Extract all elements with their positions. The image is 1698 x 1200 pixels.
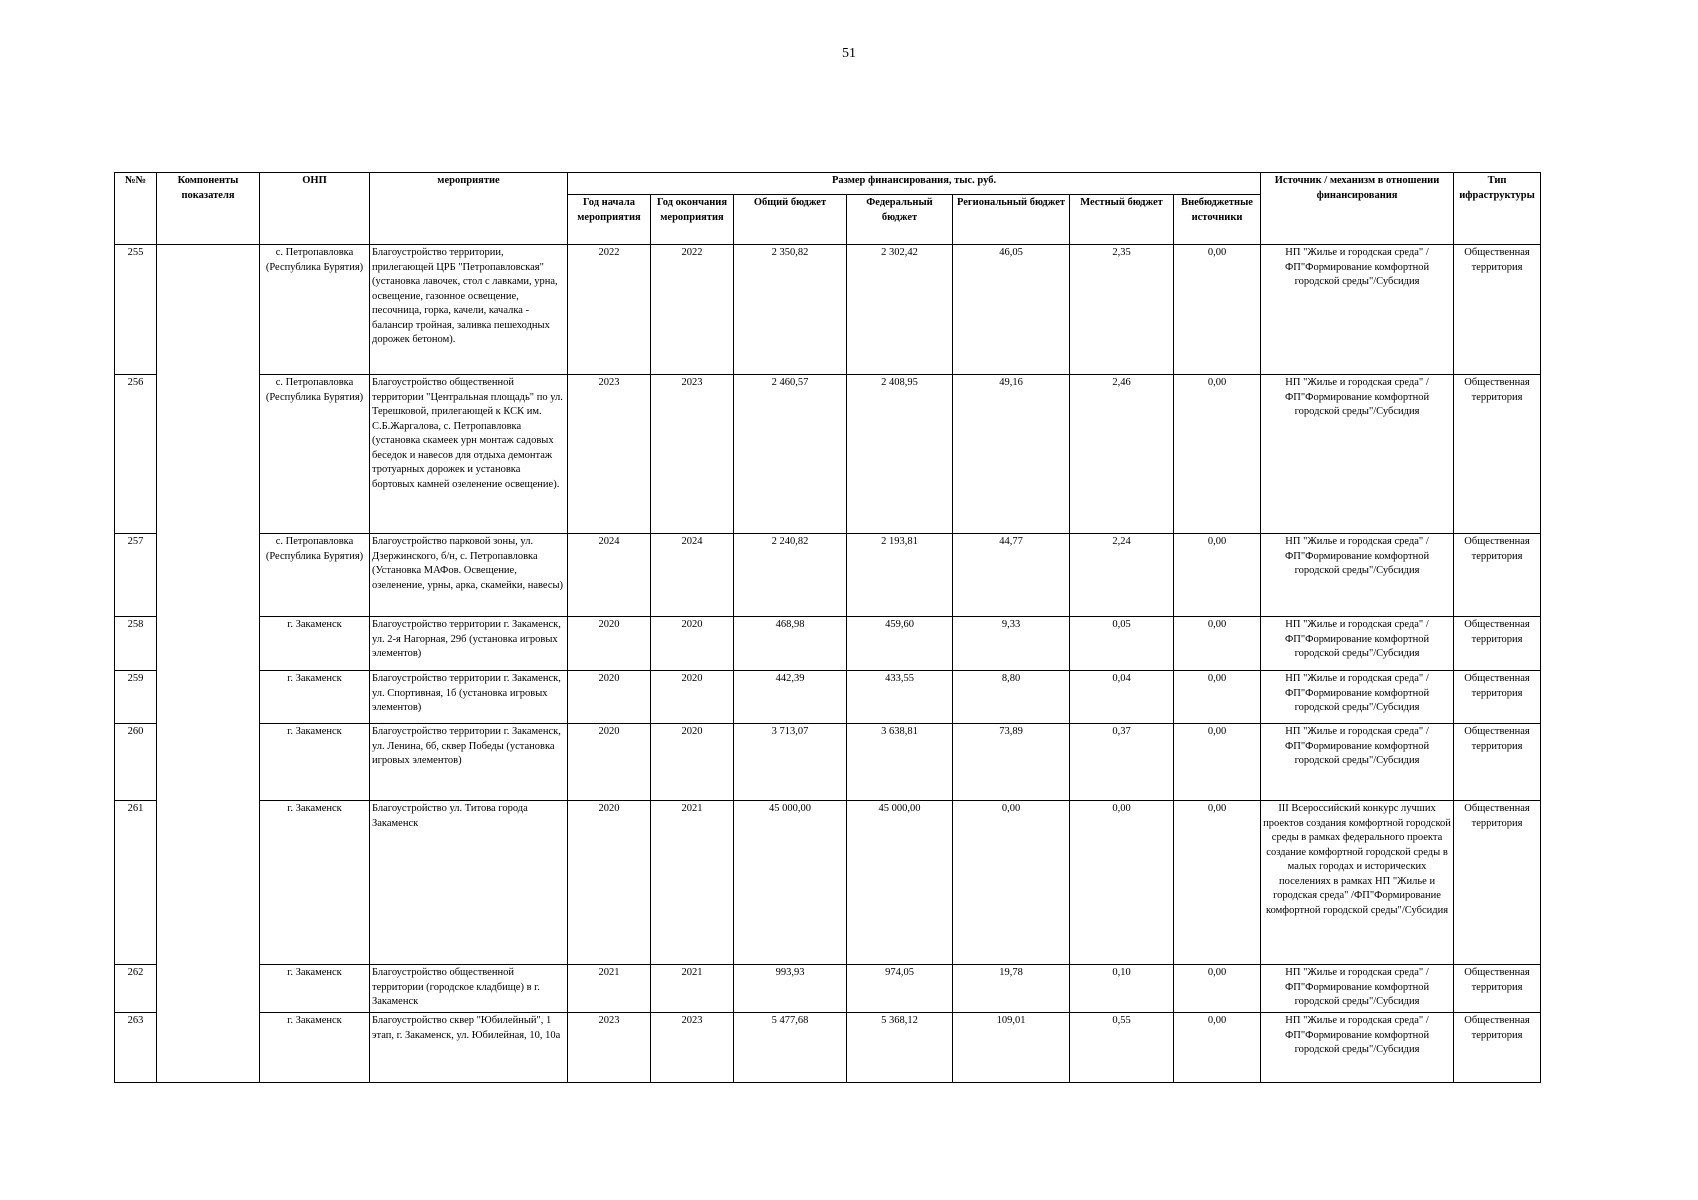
- cell-year-start: 2020: [568, 671, 651, 724]
- cell-year-start: 2023: [568, 1013, 651, 1083]
- cell-offbudget: 0,00: [1174, 801, 1261, 965]
- cell-components: [157, 965, 260, 1013]
- cell-federal: 5 368,12: [847, 1013, 953, 1083]
- cell-total: 2 460,57: [734, 375, 847, 534]
- table-row: [115, 671, 1541, 724]
- cell-source: НП "Жилье и городская среда" /ФП"Формирование комфортной городской среды"/Субсидия: [1261, 724, 1454, 801]
- cell-year-end: 2020: [651, 671, 734, 724]
- cell-components: [157, 245, 260, 375]
- header-funding-group: Размер финансирования, тыс. руб.: [568, 173, 1261, 195]
- cell-year-end: 2024: [651, 534, 734, 617]
- cell-federal: 2 193,81: [847, 534, 953, 617]
- financing-table: [114, 172, 1541, 1083]
- cell-federal: 2 408,95: [847, 375, 953, 534]
- cell-source: НП "Жилье и городская среда" /ФП"Формирование комфортной городской среды"/Субсидия: [1261, 671, 1454, 724]
- cell-year-start: 2022: [568, 245, 651, 375]
- cell-year-start: 2020: [568, 724, 651, 801]
- cell-regional: 49,16: [953, 375, 1070, 534]
- cell-event: Благоустройство территории г. Закаменск, ул. 2-я Нагорная, 29б (установка игровых элементов): [370, 617, 568, 671]
- cell-offbudget: 0,00: [1174, 1013, 1261, 1083]
- cell-onp: г. Закаменск: [260, 617, 370, 671]
- cell-offbudget: 0,00: [1174, 965, 1261, 1013]
- cell-event: Благоустройство общественной территории "Центральная площадь" по ул. Терешковой, прилегающей к КСК им. С.Б.Жаргалова, с. Петропавловка (установка скамеек урн монтаж садовых беседок и навесов для отдыха демонтаж тротуарных дорожек и установка бортовых камней озеленение освещение).: [370, 375, 568, 534]
- cell-onp: г. Закаменск: [260, 801, 370, 965]
- header-local: Местный бюджет: [1070, 195, 1174, 245]
- cell-year-end: 2022: [651, 245, 734, 375]
- cell-regional: 8,80: [953, 671, 1070, 724]
- cell-regional: 73,89: [953, 724, 1070, 801]
- cell-local: 0,55: [1070, 1013, 1174, 1083]
- cell-event: Благоустройство территории г. Закаменск, ул. Ленина, 6б, сквер Победы (установка игровых элементов): [370, 724, 568, 801]
- cell-offbudget: 0,00: [1174, 617, 1261, 671]
- cell-components: [157, 801, 260, 965]
- cell-year-end: 2020: [651, 724, 734, 801]
- cell-local: 2,46: [1070, 375, 1174, 534]
- header-source: Источник / механизм в отношении финансирования: [1261, 173, 1454, 245]
- cell-federal: 3 638,81: [847, 724, 953, 801]
- cell-local: 0,04: [1070, 671, 1174, 724]
- header-offbudget: Внебюджетные источники: [1174, 195, 1261, 245]
- cell-year-end: 2020: [651, 617, 734, 671]
- cell-regional: 9,33: [953, 617, 1070, 671]
- cell-num: 255: [115, 245, 157, 375]
- cell-event: Благоустройство парковой зоны, ул. Дзержинского, б/н, с. Петропавловка (Установка МАФов. Освещение, озеленение, урны, арка, скамейки, навесы): [370, 534, 568, 617]
- cell-regional: 44,77: [953, 534, 1070, 617]
- header-year-end: Год окончания мероприятия: [651, 195, 734, 245]
- cell-year-start: 2020: [568, 617, 651, 671]
- cell-regional: 19,78: [953, 965, 1070, 1013]
- table-row: [115, 245, 1541, 375]
- page-number: 51: [842, 46, 856, 61]
- cell-source: НП "Жилье и городская среда" /ФП"Формирование комфортной городской среды"/Субсидия: [1261, 534, 1454, 617]
- header-year-start: Год начала мероприятия: [568, 195, 651, 245]
- cell-offbudget: 0,00: [1174, 534, 1261, 617]
- cell-components: [157, 724, 260, 801]
- cell-onp: г. Закаменск: [260, 965, 370, 1013]
- cell-num: 262: [115, 965, 157, 1013]
- cell-source: НП "Жилье и городская среда" /ФП"Формирование комфортной городской среды"/Субсидия: [1261, 965, 1454, 1013]
- cell-offbudget: 0,00: [1174, 724, 1261, 801]
- cell-num: 259: [115, 671, 157, 724]
- cell-federal: 459,60: [847, 617, 953, 671]
- header-row-1: [115, 173, 1541, 195]
- table-row: [115, 965, 1541, 1013]
- cell-year-start: 2023: [568, 375, 651, 534]
- cell-onp: г. Закаменск: [260, 724, 370, 801]
- cell-components: [157, 617, 260, 671]
- cell-local: 2,35: [1070, 245, 1174, 375]
- header-type: Тип ифраструктуры: [1454, 173, 1541, 245]
- cell-local: 0,37: [1070, 724, 1174, 801]
- cell-source: НП "Жилье и городская среда" /ФП"Формирование комфортной городской среды"/Субсидия: [1261, 1013, 1454, 1083]
- table-row: [115, 1013, 1541, 1083]
- cell-type: Общественная территория: [1454, 1013, 1541, 1083]
- cell-num: 258: [115, 617, 157, 671]
- cell-federal: 433,55: [847, 671, 953, 724]
- cell-event: Благоустройство ул. Титова города Закаменск: [370, 801, 568, 965]
- cell-total: 5 477,68: [734, 1013, 847, 1083]
- cell-components: [157, 375, 260, 534]
- cell-num: 256: [115, 375, 157, 534]
- header-onp: ОНП: [260, 173, 370, 245]
- cell-total: 993,93: [734, 965, 847, 1013]
- cell-total: 468,98: [734, 617, 847, 671]
- cell-num: 261: [115, 801, 157, 965]
- cell-components: [157, 671, 260, 724]
- table-row: [115, 801, 1541, 965]
- cell-federal: 974,05: [847, 965, 953, 1013]
- table-row: [115, 724, 1541, 801]
- cell-event: Благоустройство территории г. Закаменск, ул. Спортивная, 1б (установка игровых элементов): [370, 671, 568, 724]
- cell-regional: 109,01: [953, 1013, 1070, 1083]
- cell-num: 257: [115, 534, 157, 617]
- cell-type: Общественная территория: [1454, 724, 1541, 801]
- cell-num: 263: [115, 1013, 157, 1083]
- cell-total: 3 713,07: [734, 724, 847, 801]
- cell-local: 0,00: [1070, 801, 1174, 965]
- cell-total: 2 240,82: [734, 534, 847, 617]
- header-event: мероприятие: [370, 173, 568, 245]
- cell-type: Общественная территория: [1454, 245, 1541, 375]
- cell-local: 0,10: [1070, 965, 1174, 1013]
- cell-total: 442,39: [734, 671, 847, 724]
- header-regional: Региональный бюджет: [953, 195, 1070, 245]
- cell-event: Благоустройство территории, прилегающей ЦРБ "Петропавловская" (установка лавочек, стол с лавками, урна, освещение, газонное освещение, песочница, горка, качели, качалка - балансир тройная, заливка пешеходных дорожек бетоном).: [370, 245, 568, 375]
- cell-type: Общественная территория: [1454, 534, 1541, 617]
- cell-event: Благоустройство общественной территории (городское кладбище) в г. Закаменск: [370, 965, 568, 1013]
- cell-offbudget: 0,00: [1174, 671, 1261, 724]
- header-total: Общий бюджет: [734, 195, 847, 245]
- header-components: Компоненты показателя: [157, 173, 260, 245]
- cell-source: III Всероссийский конкурс лучших проектов создания комфортной городской среды в рамках федерального проекта создание комфортной городской среды в малых городах и исторических поселениях в рамках НП "Жилье и городская среда" /ФП"Формирование комфортной городской среды"/Субсидия: [1261, 801, 1454, 965]
- cell-year-start: 2021: [568, 965, 651, 1013]
- cell-type: Общественная территория: [1454, 671, 1541, 724]
- cell-onp: с. Петропавловка (Республика Бурятия): [260, 375, 370, 534]
- cell-type: Общественная территория: [1454, 965, 1541, 1013]
- cell-total: 2 350,82: [734, 245, 847, 375]
- cell-source: НП "Жилье и городская среда" /ФП"Формирование комфортной городской среды"/Субсидия: [1261, 375, 1454, 534]
- cell-onp: г. Закаменск: [260, 1013, 370, 1083]
- cell-components: [157, 1013, 260, 1083]
- cell-offbudget: 0,00: [1174, 245, 1261, 375]
- header-federal: Федеральный бюджет: [847, 195, 953, 245]
- header-num: №№: [115, 173, 157, 245]
- table-row: [115, 375, 1541, 534]
- table-row: [115, 617, 1541, 671]
- cell-local: 0,05: [1070, 617, 1174, 671]
- cell-event: Благоустройство сквер "Юбилейный", 1 этап, г. Закаменск, ул. Юбилейная, 10, 10а: [370, 1013, 568, 1083]
- cell-year-start: 2020: [568, 801, 651, 965]
- cell-source: НП "Жилье и городская среда" /ФП"Формирование комфортной городской среды"/Субсидия: [1261, 245, 1454, 375]
- cell-onp: с. Петропавловка (Республика Бурятия): [260, 534, 370, 617]
- cell-offbudget: 0,00: [1174, 375, 1261, 534]
- cell-total: 45 000,00: [734, 801, 847, 965]
- cell-year-end: 2023: [651, 1013, 734, 1083]
- cell-onp: с. Петропавловка (Республика Бурятия): [260, 245, 370, 375]
- cell-year-start: 2024: [568, 534, 651, 617]
- cell-year-end: 2021: [651, 801, 734, 965]
- table-row: [115, 534, 1541, 617]
- cell-local: 2,24: [1070, 534, 1174, 617]
- cell-regional: 46,05: [953, 245, 1070, 375]
- cell-federal: 45 000,00: [847, 801, 953, 965]
- cell-onp: г. Закаменск: [260, 671, 370, 724]
- cell-type: Общественная территория: [1454, 617, 1541, 671]
- cell-federal: 2 302,42: [847, 245, 953, 375]
- cell-year-end: 2021: [651, 965, 734, 1013]
- cell-type: Общественная территория: [1454, 375, 1541, 534]
- cell-source: НП "Жилье и городская среда" /ФП"Формирование комфортной городской среды"/Субсидия: [1261, 617, 1454, 671]
- cell-type: Общественная территория: [1454, 801, 1541, 965]
- cell-components: [157, 534, 260, 617]
- cell-num: 260: [115, 724, 157, 801]
- cell-regional: 0,00: [953, 801, 1070, 965]
- cell-year-end: 2023: [651, 375, 734, 534]
